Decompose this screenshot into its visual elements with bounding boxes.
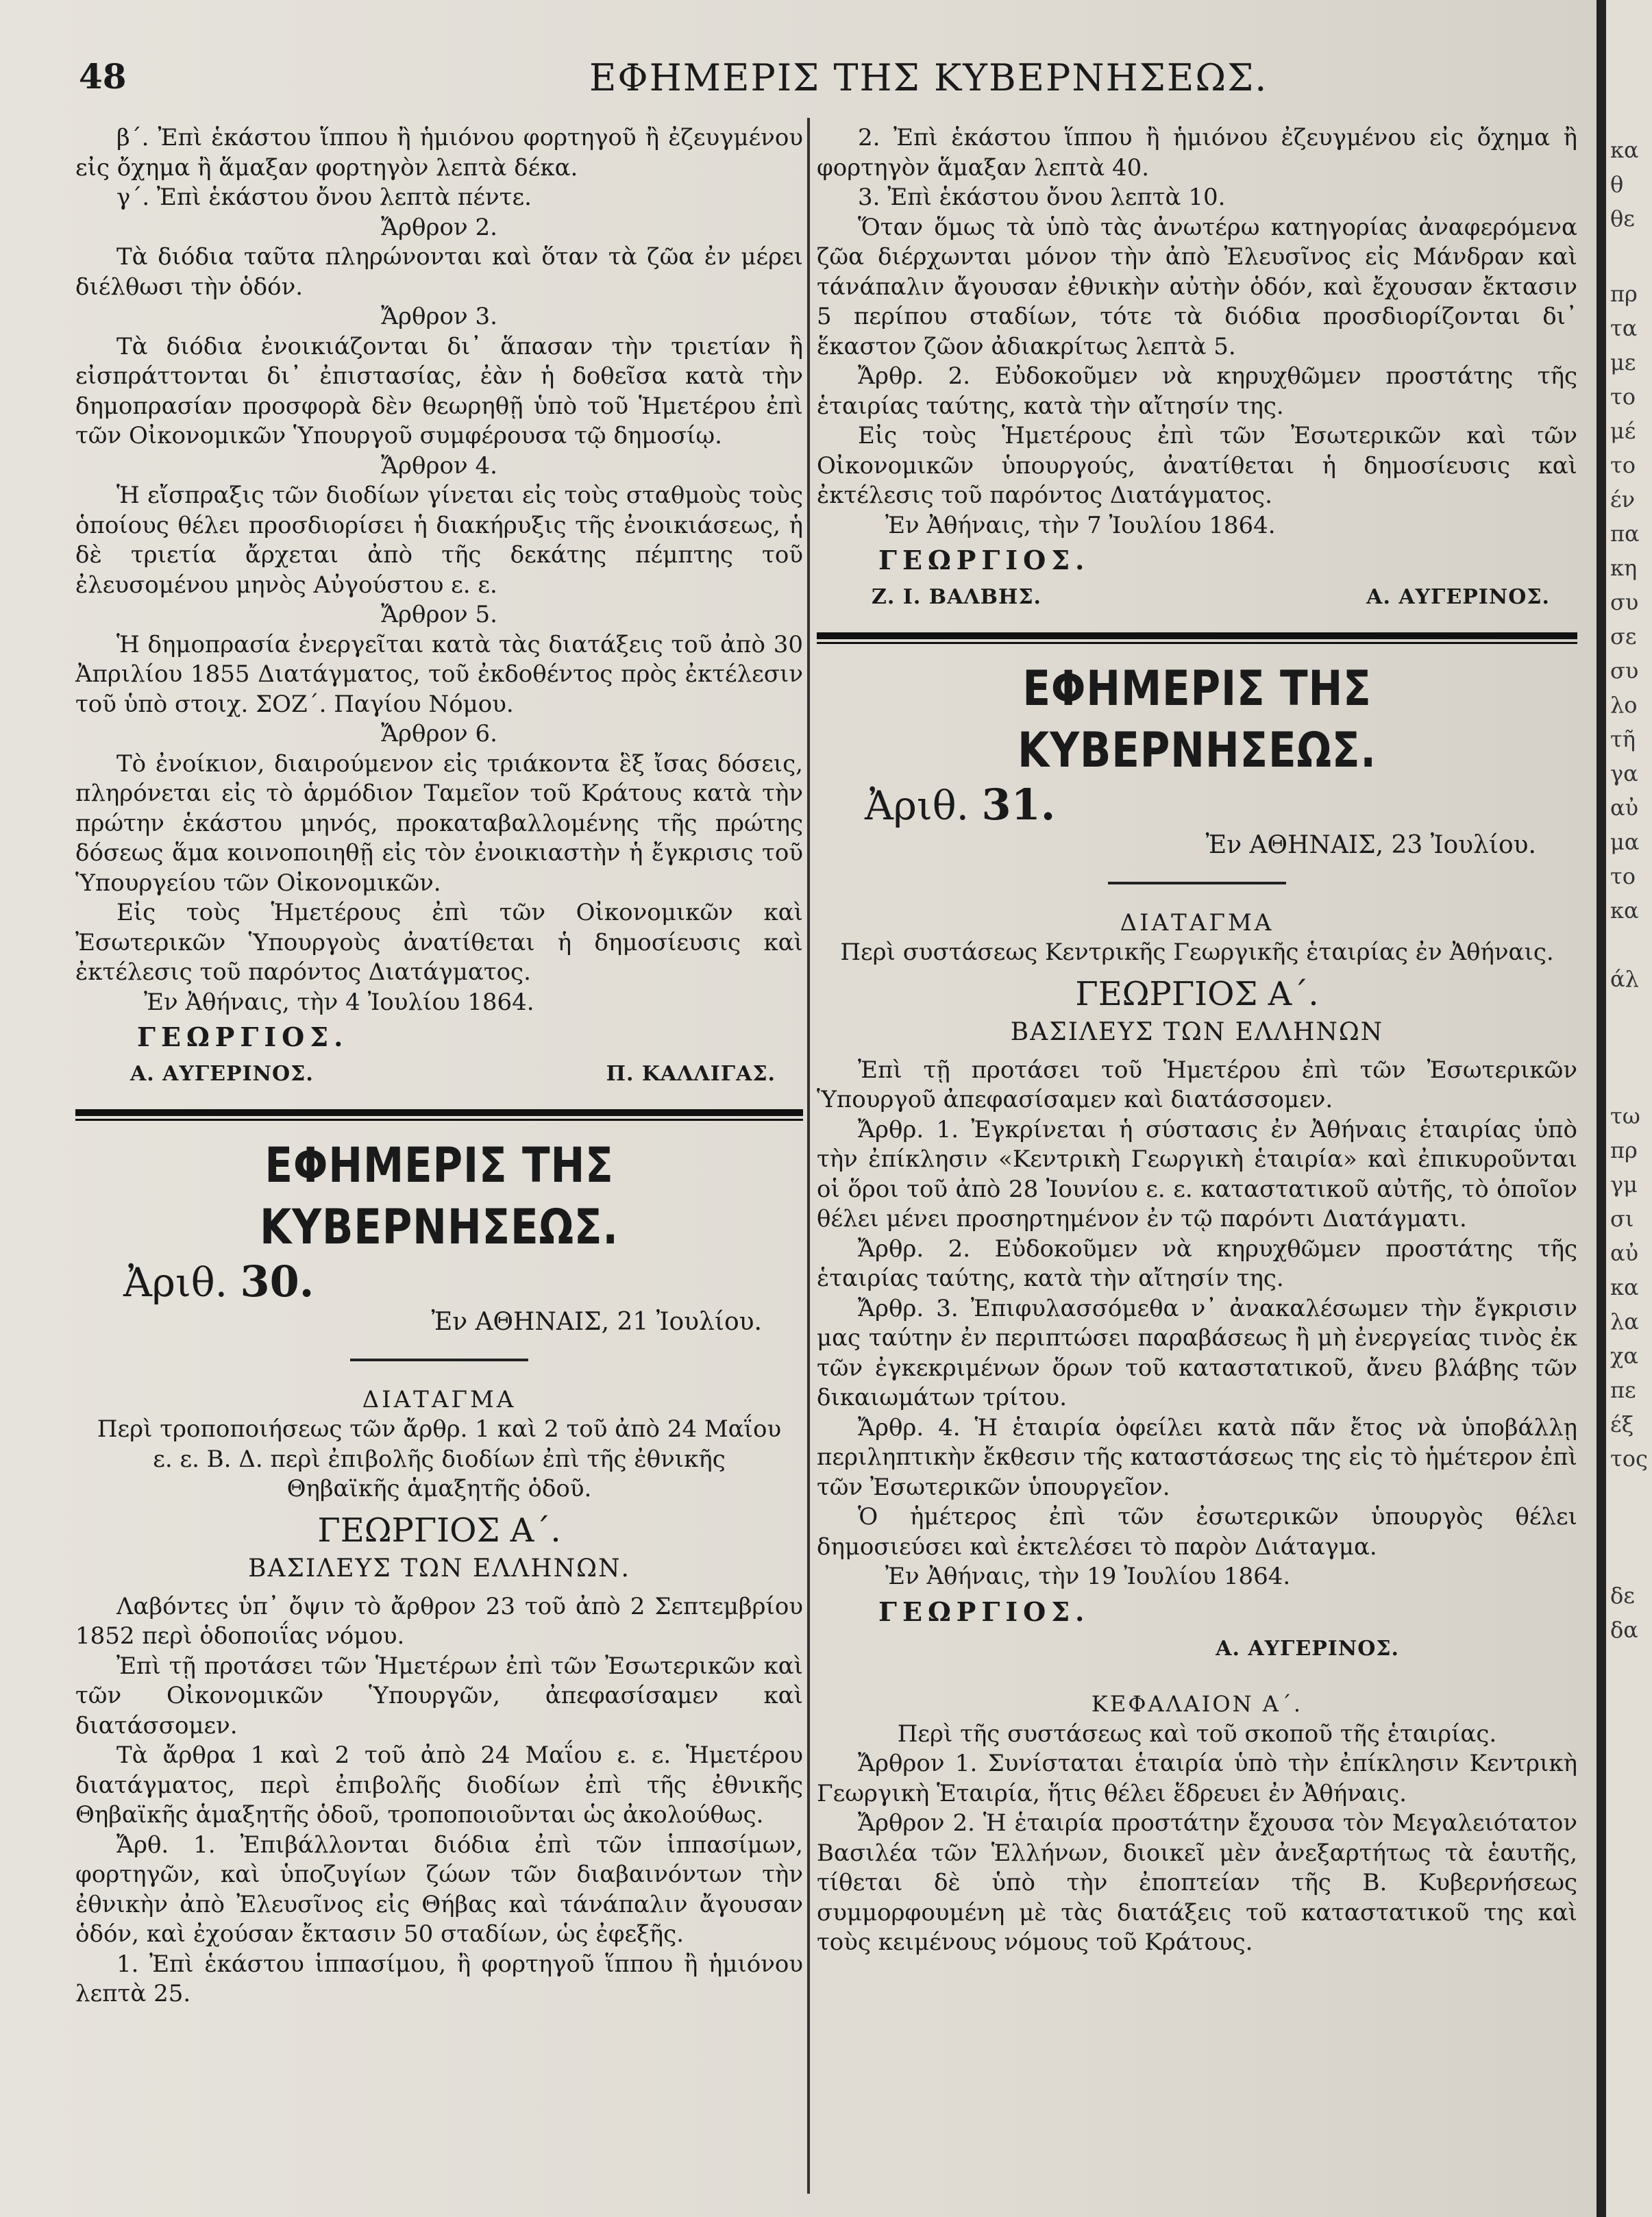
edge-fragment: θ xyxy=(1610,171,1624,197)
minister-signatures xyxy=(872,585,1550,609)
paragraph: Ἄρθ. 1. Ἐπιβάλλονται διόδια ἐπὶ τῶν ἱππασίμων, φορτηγῶν, καὶ ὑποζυγίων ζώων τῶν διαβαινόντων τὴν ἐθνικὴν ἀπὸ Ἐλευσῖνος εἰς Θήβας καὶ τάνάπαλιν ἄγουσαν ὁδόν, καὶ ἐχούσαν ἔκτασιν 50 σταδίων, ὡς ἐφεξῆς. xyxy=(75,1831,803,1948)
paragraph: Ἡ δημοπρασία ἐνεργεῖται κατὰ τὰς διατάξεις τοῦ ἀπὸ 30 Ἀπριλίου 1855 Διατάγματος, τοῦ ἐκδοθέντος πρὸς ἐκτέλεσιν τοῦ ὑπὸ στοιχ. ΣΟΖ΄. Παγίου Νόμου. xyxy=(75,630,803,718)
article-heading: Ἄρθρον 3. xyxy=(381,303,497,330)
page-header xyxy=(69,48,1576,103)
king-subtitle: ΒΑΣΙΛΕΥΣ ΤΩΝ ΕΛΛΗΝΩΝ xyxy=(1010,1017,1384,1046)
paragraph: Εἰς τοὺς Ἡμετέρους ἐπὶ τῶν Οἰκονομικῶν καὶ Ἐσωτερικῶν Ὑπουργοὺς ἀνατίθεται ἡ δημοσίευσις καὶ ἐκτέλεσις τοῦ παρόντος Διατάγματος. xyxy=(75,899,803,986)
paragraph: 1. Ἐπὶ ἑκάστου ἱππασίμου, ἢ φορτηγοῦ ἵππου ἢ ἡμιόνου λεπτὰ 25. xyxy=(75,1950,803,2007)
signature: Α. ΑΥΓΕΡΙΝΟΣ. xyxy=(130,1062,314,1086)
edge-fragment: μα xyxy=(1610,829,1640,855)
article-heading: Ἄρθρον 2. xyxy=(381,213,497,241)
edge-fragment: τος xyxy=(1610,1446,1648,1472)
decree-subtitle: Περὶ τροποποιήσεως τῶν ἄρθρ. 1 καὶ 2 τοῦ ἀπὸ 24 Μαΐου xyxy=(97,1415,782,1443)
edge-fragment: κα xyxy=(1610,1274,1639,1300)
edge-fragment: κα xyxy=(1610,897,1639,924)
edge-fragment: με xyxy=(1610,349,1636,375)
decree-title: ΔΙΑΤΑΓΜΑ xyxy=(362,1386,517,1413)
dateline: Ἐν ΑΘΗΝΑΙΣ, 21 Ἰουλίου. xyxy=(431,1308,762,1336)
edge-fragment: το xyxy=(1610,863,1636,889)
edge-fragment: γα xyxy=(1610,760,1638,787)
edge-fragment: αὐ xyxy=(1610,1240,1639,1266)
paragraph: 3. Ἐπὶ ἑκάστου ὄνου λεπτὰ 10. xyxy=(858,184,1226,211)
decree-title: ΔΙΑΤΑΓΜΑ xyxy=(1120,909,1274,937)
edge-fragment: γμ xyxy=(1610,1172,1638,1198)
edge-fragment: πε xyxy=(1610,1377,1636,1403)
article-heading: Ἄρθρον 4. xyxy=(381,451,497,480)
chapter-heading: ΚΕΦΑΛΑΙΟΝ Α΄. xyxy=(1091,1690,1303,1717)
masthead: ΕΦΗΜΕΡΙΣ ΤΗΣ ΚΥΒΕΡΝΗΣΕΩΣ. xyxy=(260,1137,619,1255)
paragraph: Ἄρθρ. 1. Ἐγκρίνεται ἡ σύστασις ἐν Ἀθήναις ἑταιρίας ὑπὸ τὴν ἐπίκλησιν «Κεντρικὴ Γεωργικὴ ἑταιρία» καὶ ἐπικυροῦνται οἱ ὅροι τοῦ ἀπὸ 28 Ἰουνίου ε. ε. καταστατικοῦ αὐτῆς, τὸ ὁποῖον θέλει μένει προσηρτημένον ἐν τῷ παρόντι Διατάγματι. xyxy=(817,1115,1577,1233)
article-heading: Ἄρθρον 5. xyxy=(381,601,497,628)
running-title: ΕΦΗΜΕΡΙΣ ΤΗΣ ΚΥΒΕΡΝΗΣΕΩΣ. xyxy=(589,56,1268,99)
right-column xyxy=(817,123,1577,1958)
short-rule xyxy=(350,1359,528,1361)
issue-value: 30. xyxy=(240,1256,315,1306)
paragraph: Ἐπὶ τῇ προτάσει τῶν Ἡμετέρων ἐπὶ τῶν Ἐσωτερικῶν καὶ τῶν Οἰκονομικῶν Ὑπουργῶν, ἀπεφασίσαμεν καὶ διατάσσομεν. xyxy=(75,1652,803,1739)
issue-label: Ἀριθ. xyxy=(123,1259,228,1306)
paragraph: Ἄρθρ. 3. Ἐπιφυλασσόμεθα ν᾽ ἀνακαλέσωμεν τὴν ἔγκρισιν μας ταύτην ἐν περιπτώσει παραβάσεως ἢ μὴ ἐνεργείας τινὸς ἐκ τῶν ἐγκεκριμένων ὅρων τοῦ καταστατικοῦ, ἄνευ βλάβης τῶν δικαιωμάτων τρίτου. xyxy=(817,1294,1577,1411)
section-rule xyxy=(75,1119,803,1121)
signature: Ζ. Ι. ΒΑΛΒΗΣ. xyxy=(872,585,1041,609)
king-title: ΓΕΩΡΓΙΟΣ Α΄. xyxy=(1075,974,1319,1013)
edge-fragment: κη xyxy=(1610,555,1638,581)
paragraph: Ἄρθρον 2. Ἡ ἑταιρία προστάτην ἔχουσα τὸν Μεγαλειότατον Βασιλέα τῶν Ἑλλήνων, διοικεῖ μὲν ἀνεξαρτήτως τὰ ἑαυτῆς, τίθεται δὲ ὑπὸ τὴν ἐποπτείαν τῆς Β. Κυβερνήσεως συμμορφουμένη μὲ τὰς διατάξεις τοῦ καταστατικοῦ της καὶ τοὺς κειμένους νόμους τοῦ Κράτους. xyxy=(817,1809,1577,1956)
article-heading: Ἄρθρον 6. xyxy=(381,720,497,747)
edge-fragment: λο xyxy=(1610,692,1638,718)
paragraph: Λαβόντες ὑπ᾽ ὄψιν τὸ ἄρθρον 23 τοῦ ἀπὸ 2 Σεπτεμβρίου 1852 περὶ ὁδοποιΐας νόμου. xyxy=(75,1592,803,1650)
edge-fragment: τῆ xyxy=(1610,726,1636,752)
edge-fragment: τω xyxy=(1610,1103,1640,1129)
decree-subtitle: ε. ε. Β. Δ. περὶ ἐπιβολῆς διοδίων ἐπὶ τῆς ἐθνικῆς xyxy=(153,1445,726,1473)
edge-fragment: πρ xyxy=(1610,1137,1638,1163)
edge-fragment: θε xyxy=(1610,206,1635,232)
edge-fragment: μέ xyxy=(1610,418,1636,444)
page-gutter xyxy=(1596,0,1606,2217)
edge-fragment: το xyxy=(1610,384,1636,410)
paragraph: Τὰ διόδια ταῦτα πληρώνονται καὶ ὅταν τὰ ζῶα ἐν μέρει διέλθωσι τὴν ὁδόν. xyxy=(75,243,803,301)
edge-fragment: τα xyxy=(1610,315,1638,341)
issue-label: Ἀριθ. xyxy=(865,782,970,829)
paragraph: Ὁ ἡμέτερος ἐπὶ τῶν ἐσωτερικῶν ὑπουργὸς θέλει δημοσιεύσει καὶ ἐκτελέσει τὸ παρὸν Διάταγμα. xyxy=(817,1503,1577,1561)
edge-fragment: σι xyxy=(1610,1206,1634,1232)
edge-fragment: αὐ xyxy=(1610,795,1639,821)
edge-fragment: συ xyxy=(1610,658,1639,684)
minister-signatures xyxy=(130,1062,776,1086)
paragraph: Ἡ εἴσπραξις τῶν διοδίων γίνεται εἰς τοὺς σταθμοὺς τοὺς ὁποίους θέλει προσδιορίσει ἡ διακήρυξις τῆς ἐνοικιάσεως, ἡ δὲ τριετία ἄρχεται ἀπὸ τῆς δεκάτης πέμπτης τοῦ ἐλευσομένου μηνὸς Αὐγούστου ε. ε. xyxy=(75,482,803,599)
issue-number xyxy=(123,1258,803,1306)
paragraph: Ἄρθρ. 2. Εὐδοκοῦμεν νὰ κηρυχθῶμεν προστάτης τῆς ἑταιρίας ταύτης, κατὰ τὴν αἴτησίν της. xyxy=(817,1235,1577,1292)
page-number: 48 xyxy=(79,56,127,97)
chapter-subtitle: Περὶ τῆς συστάσεως καὶ τοῦ σκοποῦ τῆς ἑταιρίας. xyxy=(897,1720,1497,1748)
edge-fragment: δα xyxy=(1610,1617,1638,1643)
edge-fragment: άλ xyxy=(1610,966,1639,992)
signature: Α. ΑΥΓΕΡΙΝΟΣ. xyxy=(1216,1636,1399,1661)
paragraph: Τὸ ἐνοίκιον, διαιρούμενον εἰς τριάκοντα ἓξ ἴσας δόσεις, πληρόνεται εἰς τὸ ἁρμόδιον Ταμεῖον τοῦ Κράτους κατὰ τὴν πρώτην ἑκάστου μηνός, προκαταβαλλομένης τῆς πρώτης δόσεως ἅμα κοινοποιηθῇ εἰς τὸν ἐνοικιαστὴν ἡ ἔγκρισις τοῦ Ὑπουργείου τῶν Οἰκονομικῶν. xyxy=(75,750,803,897)
edge-fragment: χα xyxy=(1610,1343,1638,1369)
issue-number xyxy=(865,781,1577,830)
paragraph: Ἄρθρ. 4. Ἡ ἑταιρία ὀφείλει κατὰ πᾶν ἔτος νὰ ὑποβάλλῃ περιληπτικὴν ἔκθεσιν τῆς καταστάσεως της εἰς τὸ ἡμέτερον ἐπὶ τῶν Ἐσωτερικῶν ὑπουργεῖον. xyxy=(817,1413,1577,1501)
section-rule xyxy=(75,1109,803,1116)
paragraph: β΄. Ἐπὶ ἑκάστου ἵππου ἢ ἡμιόνου φορτηγοῦ ἢ ἐζευγμένου εἰς ὄχημα ἢ ἅμαξαν φορτηγὸν λεπτὰ δέκα. xyxy=(75,124,803,182)
king-signature: ΓΕΩΡΓΙΟΣ. xyxy=(137,1021,349,1052)
king-title: ΓΕΩΡΓΙΟΣ Α΄. xyxy=(317,1511,561,1550)
adjacent-page-edge xyxy=(1606,0,1652,2217)
edge-fragment: δε xyxy=(1610,1583,1635,1609)
edge-fragment: λα xyxy=(1610,1309,1639,1335)
paragraph: Ἐπὶ τῇ προτάσει τοῦ Ἡμετέρου ἐπὶ τῶν Ἐσωτερικῶν Ὑπουργοῦ ἀπεφασίσαμεν καὶ διατάσσομεν. xyxy=(817,1056,1577,1113)
left-column xyxy=(75,123,803,2009)
edge-fragment: συ xyxy=(1610,589,1639,615)
date-line: Ἐν Ἀθήναις, τὴν 7 Ἰουλίου 1864. xyxy=(885,511,1276,539)
signature: Α. ΑΥΓΕΡΙΝΟΣ. xyxy=(1366,585,1550,609)
date-line: Ἐν Ἀθήναις, τὴν 4 Ἰουλίου 1864. xyxy=(144,988,534,1016)
section-rule xyxy=(817,632,1577,639)
edge-fragment: έξ xyxy=(1610,1411,1634,1437)
paragraph: Τὰ ἄρθρα 1 καὶ 2 τοῦ ἀπὸ 24 Μαΐου ε. ε. Ἡμετέρου διατάγματος, περὶ ἐπιβολῆς διοδίων ἐπὶ τῆς ἐθνικῆς Θηβαϊκῆς ἁμαξητῆς ὁδοῦ, τροποποιοῦνται ὡς ἀκολούθως. xyxy=(75,1742,803,1829)
edge-fragment: σε xyxy=(1610,623,1637,649)
king-signature: ΓΕΩΡΓΙΟΣ. xyxy=(878,1596,1090,1627)
short-rule xyxy=(1108,882,1286,884)
decree-subtitle: Θηβαϊκῆς ἁμαξητῆς ὁδοῦ. xyxy=(286,1475,592,1502)
masthead: ΕΦΗΜΕΡΙΣ ΤΗΣ ΚΥΒΕΡΝΗΣΕΩΣ. xyxy=(1018,660,1377,778)
king-signature: ΓΕΩΡΓΙΟΣ. xyxy=(878,545,1090,575)
minister-signatures xyxy=(872,1637,1399,1661)
paragraph: Ἄρθρον 1. Συνίσταται ἑταιρία ὑπὸ τὴν ἐπίκλησιν Κεντρικὴ Γεωργικὴ Ἑταιρία, ἥτις θέλει ἕδρευει ἐν Ἀθήναις. xyxy=(817,1750,1577,1807)
dateline: Ἐν ΑΘΗΝΑΙΣ, 23 Ἰουλίου. xyxy=(1205,831,1536,859)
issue-value: 31. xyxy=(981,780,1056,830)
signature: Π. ΚΑΛΛΙΓΑΣ. xyxy=(606,1062,776,1086)
edge-fragment: έν xyxy=(1610,486,1636,512)
column-divider xyxy=(807,118,810,2194)
decree-subtitle: Περὶ συστάσεως Κεντρικῆς Γεωργικῆς ἑταιρίας ἐν Ἀθήναις. xyxy=(840,939,1554,966)
paragraph: Ἄρθρ. 2. Εὐδοκοῦμεν νὰ κηρυχθῶμεν προστάτης τῆς ἑταιρίας ταύτης, κατὰ τὴν αἴτησίν της. xyxy=(817,362,1577,420)
paragraph: Ὅταν ὅμως τὰ ὑπὸ τὰς ἀνωτέρω κατηγορίας ἀναφερόμενα ζῶα διέρχωνται μόνον τὴν ἀπὸ Ἐλευσῖνος εἰς Μάνδραν καὶ τάνάπαλιν ἄγουσαν ἐθνικὴν αὐτὴν ὁδόν, καὶ ἔχουσαν ἔκτασιν 5 περίπου σταδίων, τότε τὰ διόδια προσδιορίζονται δι᾽ ἕκαστον ζῶον ἀδιακρίτως λεπτὰ 5. xyxy=(817,213,1577,360)
edge-fragment: πα xyxy=(1610,521,1640,547)
section-rule xyxy=(817,642,1577,644)
paragraph: γ΄. Ἐπὶ ἑκάστου ὄνου λεπτὰ πέντε. xyxy=(116,184,532,211)
paragraph: Εἰς τοὺς Ἡμετέρους ἐπὶ τῶν Ἐσωτερικῶν καὶ τῶν Οἰκονομικῶν ὑπουργούς, ἀνατίθεται ἡ δημοσίευσις καὶ ἐκτέλεσις τοῦ παρόντος Διατάγματος. xyxy=(817,422,1577,509)
edge-fragment: το xyxy=(1610,452,1636,478)
edge-fragment: πρ xyxy=(1610,281,1638,307)
paragraph: Τὰ διόδια ἐνοικιάζονται δι᾽ ἅπασαν τὴν τριετίαν ἢ εἰσπράττονται δι᾽ ἐπιστασίας, ἐὰν ἡ δοθεῖσα κατὰ τὴν δημοπρασίαν προσφορὰ δὲν θεωρηθῇ ὑπὸ τοῦ Ἡμετέρου ἐπὶ τῶν Οἰκονομικῶν Ὑπουργοῦ συμφέρουσα τῷ δημοσίῳ. xyxy=(75,332,803,449)
date-line: Ἐν Ἀθήναις, τὴν 19 Ἰουλίου 1864. xyxy=(885,1563,1291,1590)
king-subtitle: ΒΑΣΙΛΕΥΣ ΤΩΝ ΕΛΛΗΝΩΝ. xyxy=(248,1554,630,1583)
edge-fragment: κα xyxy=(1610,137,1639,163)
paragraph: 2. Ἐπὶ ἑκάστου ἵππου ἢ ἡμιόνου ἐζευγμένου εἰς ὄχημα ἢ φορτηγὸν ἅμαξαν λεπτὰ 40. xyxy=(817,124,1577,182)
